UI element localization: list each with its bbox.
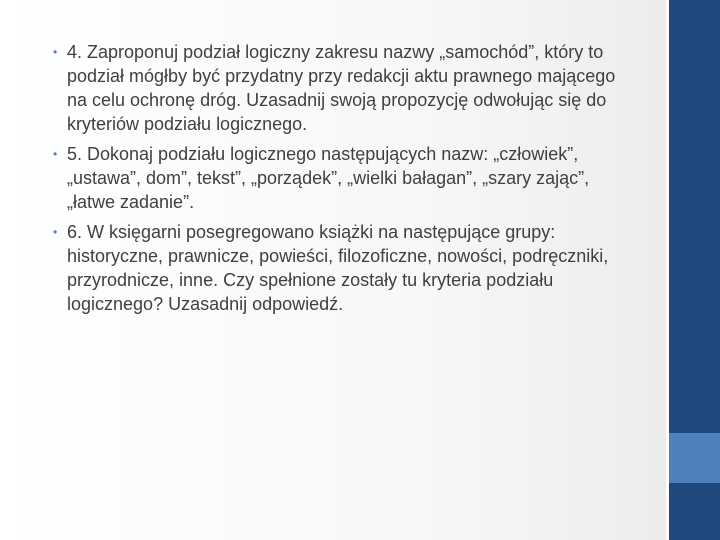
sidebar-decoration bbox=[666, 0, 720, 540]
bullet-text: 4. Zaproponuj podział logiczny zakresu nazwy „samochód”, który to podział mógłby być przydatny przy redakcji aktu prawnego mającego na celu ochronę dróg. Uzasadnij swoją propozycję odwołując się do kryteriów podziału logicznego. bbox=[67, 42, 616, 134]
bullet-marker: • bbox=[53, 225, 58, 239]
bullet-marker: • bbox=[53, 147, 58, 161]
bullet-text: 6. W księgarni posegregowano książki na następujące grupy: historyczne, prawnicze, powieści, filozoficzne, nowości, podręczniki, przyrodnicze, inne. Czy spełnione zostały tu kryteria podziału logicznego? Uzasadnij odpowiedź. bbox=[67, 222, 609, 314]
bullet-item-6 bbox=[50, 220, 620, 316]
bullet-marker: • bbox=[53, 45, 58, 59]
bullet-list bbox=[50, 40, 620, 316]
slide-body bbox=[50, 40, 620, 322]
bullet-text: 5. Dokonaj podziału logicznego następujących nazw: „człowiek”, „ustawa”, dom”, tekst”, „porządek”, „wielki bałagan”, „szary zając”, „łatwe zadanie”. bbox=[67, 144, 590, 212]
sidebar-accent-block bbox=[669, 433, 720, 483]
bullet-item-5 bbox=[50, 142, 620, 214]
bullet-item-4 bbox=[50, 40, 620, 136]
